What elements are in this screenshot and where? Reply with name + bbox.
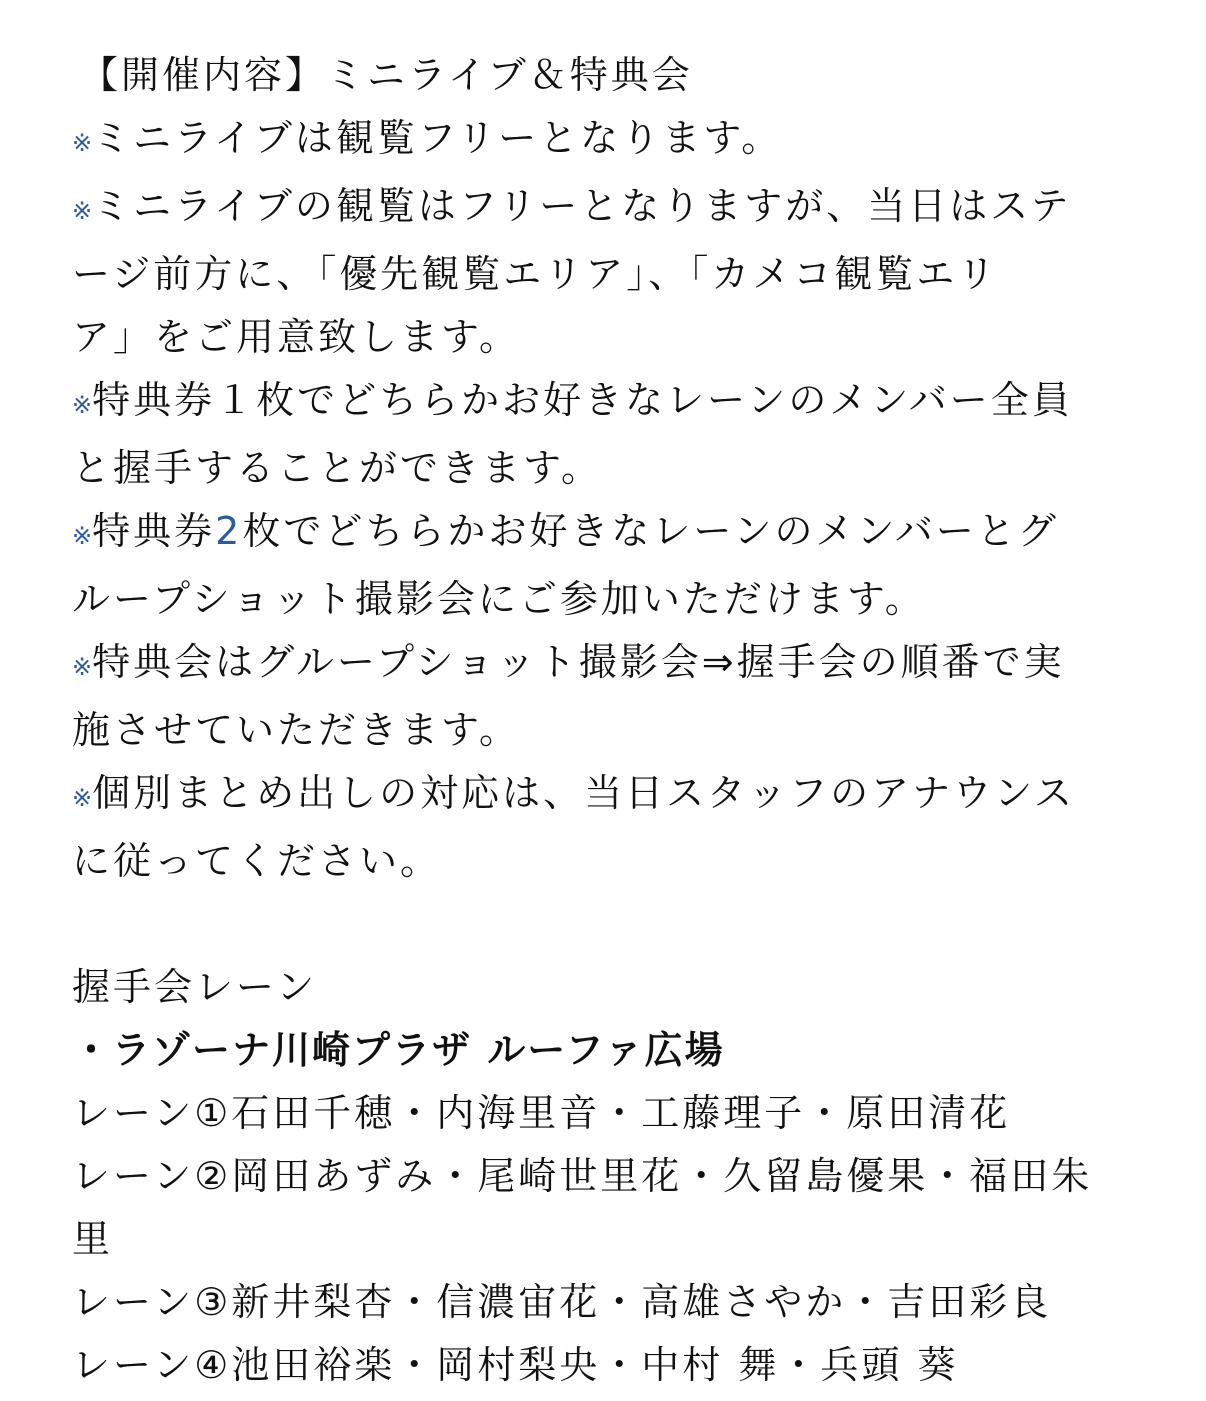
lane-2-line-2: 里 — [72, 1217, 114, 1261]
note-text: 特典会はグループショット撮影会⇒握手会の順番で実 — [92, 640, 1065, 684]
note-order-line-1 — [72, 631, 1134, 699]
note-mark-icon: ※ — [72, 653, 93, 681]
note-text: ミニライブは観覧フリーとなります。 — [92, 116, 783, 160]
note-group-shot-line-2: ループショット撮影会にご参加いただけます。 — [72, 577, 926, 621]
note-text: 特典券１枚でどちらかお好きなレーンのメンバー全員 — [92, 378, 1073, 422]
note-viewing-area-line-2: ージ前方に、「優先観覧エリア」、「カメコ観覧エリ — [72, 252, 999, 296]
note-viewing-area-line-1 — [72, 175, 1134, 243]
note-individual-line-1 — [72, 762, 1134, 830]
note-mark-icon: ※ — [72, 197, 93, 225]
note-order-line-2: 施させていただきます。 — [72, 708, 520, 752]
note-handshake-line-1 — [72, 369, 1134, 437]
lane-4: レーン④池田裕楽・岡村梨央・中村 舞・兵頭 葵 — [72, 1343, 959, 1387]
note-text: 特典券 — [92, 509, 216, 553]
note-mark-icon: ※ — [72, 129, 93, 157]
note-individual-line-2: に従ってください。 — [72, 839, 442, 883]
event-info-document — [72, 44, 1134, 1397]
note-mark-icon: ※ — [72, 784, 93, 812]
ticket-count-number: 2 — [215, 509, 243, 553]
note-handshake-line-2: と握手することができます。 — [72, 446, 602, 490]
venue-name: ・ラゾーナ川崎プラザ ルーファ広場 — [72, 1028, 725, 1072]
note-text: ミニライブの観覧はフリーとなりますが、当日はステ — [92, 184, 1072, 228]
note-text: 個別まとめ出しの対応は、当日スタッフのアナウンス — [92, 771, 1075, 815]
note-mini-live-free — [72, 107, 1134, 175]
note-viewing-area-line-3: ア」をご用意致します。 — [72, 315, 520, 359]
note-mark-icon: ※ — [72, 391, 93, 419]
lane-1: レーン①石田千穂・内海里音・工藤理子・原田清花 — [72, 1091, 1011, 1135]
note-mark-icon: ※ — [72, 522, 93, 550]
section-spacer — [72, 893, 1134, 956]
lane-2-line-1: レーン②岡田あずみ・尾崎世里花・久留島優果・福田朱 — [72, 1154, 1093, 1198]
note-text: 枚でどちらかお好きなレーンのメンバーとグ — [242, 509, 1059, 553]
lanes-title: 握手会レーン — [72, 965, 318, 1009]
lane-3: レーン③新井梨杏・信濃宙花・高雄さやか・吉田彩良 — [72, 1280, 1052, 1324]
note-group-shot-line-1 — [72, 500, 1134, 568]
event-content-heading: 【開催内容】ミニライブ＆特典会 — [80, 53, 693, 97]
